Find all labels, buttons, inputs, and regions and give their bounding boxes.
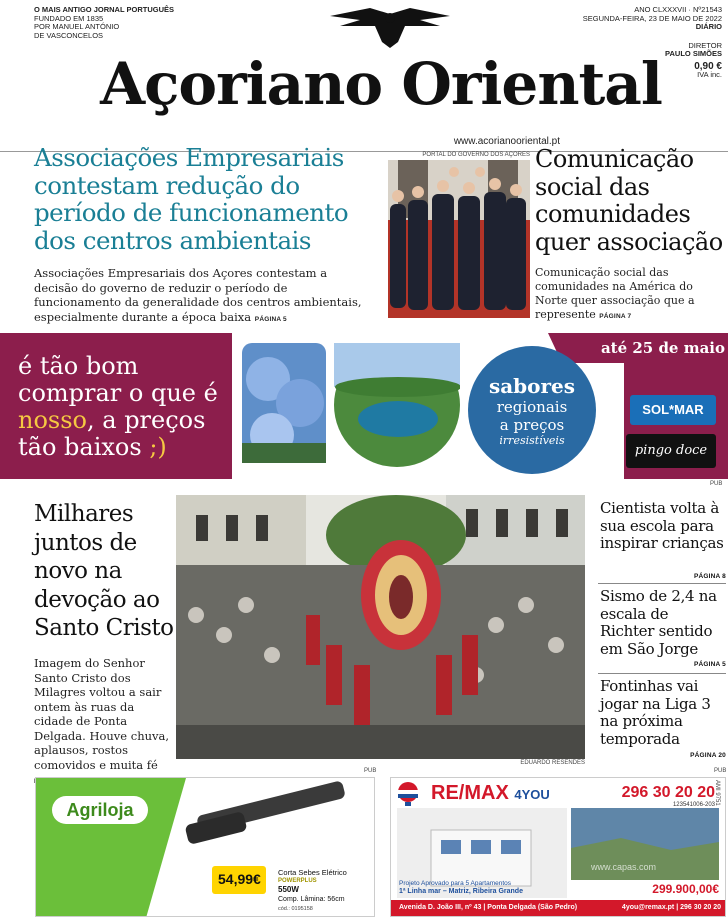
director-name: PAULO SIMÕES bbox=[665, 49, 722, 58]
agriloja-brand-tag: POWERPLUS bbox=[278, 878, 317, 884]
side-item-3-page-ref: PÁGINA 20 bbox=[690, 752, 726, 759]
side-divider-2 bbox=[598, 673, 726, 674]
remax-logo bbox=[431, 782, 550, 805]
procession-photo bbox=[176, 495, 585, 759]
side-item-3-headline[interactable]: Fontinhas vai jogar na Liga 3 na próxima temporada bbox=[600, 677, 711, 748]
side-item-2-page-ref: PÁGINA 5 bbox=[693, 661, 726, 668]
agriloja-price: 54,99€ bbox=[218, 871, 261, 887]
remax-location: 1ª Linha mar – Matriz, Ribeira Grande bbox=[399, 888, 523, 895]
issue-date: SEGUNDA-FEIRA, 23 DE MAIO DE 2022 bbox=[582, 13, 722, 23]
supermarket-ad-banner[interactable] bbox=[0, 333, 728, 479]
remax-contact: 4you@remax.pt | 296 30 20 20 bbox=[621, 904, 721, 911]
remax-balloon-icon bbox=[397, 782, 419, 806]
issue-frequency: DIÁRIO bbox=[695, 22, 722, 31]
remax-phone-top: 296 30 20 20 bbox=[621, 784, 715, 801]
main-body bbox=[34, 656, 174, 790]
masthead-founded: FUNDADO EM 1835 bbox=[34, 13, 104, 23]
side-item-2-headline[interactable]: Sismo de 2,4 na escala de Richter sentido em São Jorge bbox=[600, 587, 717, 658]
government-group-photo bbox=[388, 160, 530, 318]
pingo-doce-logo: pingo doce bbox=[626, 434, 716, 468]
agriloja-power: 550W bbox=[278, 885, 299, 894]
remax-project: Projeto Aprovado para 5 Apartamentos bbox=[399, 880, 512, 887]
remax-address: Avenida D. João III, nº 43 | Ponta Delgada (São Pedro) bbox=[399, 904, 578, 911]
newspaper-title: Açoriano Oriental bbox=[100, 50, 662, 118]
agriloja-ad[interactable] bbox=[35, 777, 375, 917]
ad-slogan-part-c: , a preços tão baixos bbox=[18, 406, 206, 461]
agriloja-product: Corta Sebes Elétrico bbox=[278, 868, 347, 877]
director-label: DIRETOR bbox=[688, 40, 722, 50]
masthead-founder-1: POR MANUEL ANTÓNIO bbox=[34, 22, 120, 31]
agriloja-spec: Comp. Lâmina: 56cm bbox=[278, 896, 345, 903]
bubble-line-1: sabores bbox=[488, 374, 576, 398]
second-headline[interactable]: Comunicação social das comunidades quer associação bbox=[535, 145, 723, 256]
masthead-tagline: O MAIS ANTIGO JORNAL PORTUGUÊS bbox=[34, 5, 175, 14]
main-body-text: Imagem do Senhor Santo Cristo dos Milagres voltou a sair ontem às ruas da cidade de Ponta Delgada. Houve chuva, aplausos, rostos comovidos e muita fé bbox=[34, 656, 170, 772]
issue-number: ANO CLXXXVII · Nº21543 bbox=[634, 5, 722, 14]
bubble-line-3: a preços bbox=[499, 416, 565, 434]
masthead-founder-2: DE VASCONCELOS bbox=[34, 30, 104, 40]
ad-slogan bbox=[18, 353, 238, 461]
remax-brand: RE/MAX bbox=[431, 782, 509, 804]
agriloja-pub-label: PUB bbox=[364, 768, 377, 774]
ad-slogan-part-a: é tão bom comprar o que é bbox=[18, 352, 218, 407]
lead-page-ref: PÁGINA 5 bbox=[254, 315, 287, 323]
ad-slogan-part-d: ;) bbox=[141, 433, 167, 461]
side-item-1-page-ref: PÁGINA 8 bbox=[693, 573, 726, 580]
second-body bbox=[535, 266, 727, 324]
remax-price: 299.900,00€ bbox=[652, 882, 719, 896]
ad-date: até 25 de maio bbox=[600, 339, 725, 357]
bubble-line-2: regionais bbox=[496, 398, 568, 416]
issue-price: 0,90 € bbox=[694, 60, 722, 72]
lead-body-text: Associações Empresariais dos Açores contestam a decisão do governo de reduzir o período de funcionamento da generalidade dos centros ambientais, especialmente durante a época baixa bbox=[34, 266, 362, 324]
main-photo-credit: EDUARDO RESENDES bbox=[520, 760, 585, 766]
remax-suffix: 4YOU bbox=[514, 787, 550, 802]
lead-body bbox=[34, 266, 364, 327]
agriloja-logo: Agriloja bbox=[52, 796, 148, 824]
masthead-right-info bbox=[582, 6, 722, 80]
side-item-1-headline[interactable]: Cientista volta à sua escola para inspirar crianças bbox=[600, 499, 724, 552]
ad-band-pub-label: PUB bbox=[710, 481, 723, 487]
remax-watermark: www.capas.com bbox=[591, 862, 657, 872]
photo1-credit: PORTAL DO GOVERNO DOS AÇORES bbox=[422, 152, 530, 158]
ad-bubble bbox=[468, 346, 596, 474]
side-divider-1 bbox=[598, 583, 726, 584]
remax-ad[interactable] bbox=[390, 777, 726, 917]
second-page-ref: PÁGINA 7 bbox=[599, 313, 632, 320]
price-note: IVA inc. bbox=[697, 70, 722, 79]
remax-license: AMI 9751 bbox=[714, 780, 720, 806]
remax-ref: 123541006-203 bbox=[672, 802, 715, 808]
agriloja-code: cód.: 0195158 bbox=[278, 906, 313, 912]
hydrangea-photo bbox=[242, 343, 326, 463]
main-headline[interactable]: Milhares juntos de novo na devoção ao Santo Cristo bbox=[34, 501, 174, 641]
website-link[interactable]: www.acorianooriental.pt bbox=[453, 136, 560, 147]
solmar-logo: SOL*MAR bbox=[630, 395, 716, 425]
ad-slogan-part-b: nosso bbox=[18, 406, 87, 434]
second-body-text: Comunicação social das comunidades na América do Norte quer associação que a represente bbox=[535, 266, 695, 321]
lead-headline[interactable]: Associações Empresariais contestam redução do período de funcionamento dos centros ambientais bbox=[34, 143, 349, 255]
remax-pub-label: PUB bbox=[714, 768, 727, 774]
bubble-line-4: irresistíveis bbox=[499, 434, 565, 447]
masthead-left-info bbox=[34, 6, 194, 40]
lagoon-landscape-photo bbox=[334, 343, 460, 467]
